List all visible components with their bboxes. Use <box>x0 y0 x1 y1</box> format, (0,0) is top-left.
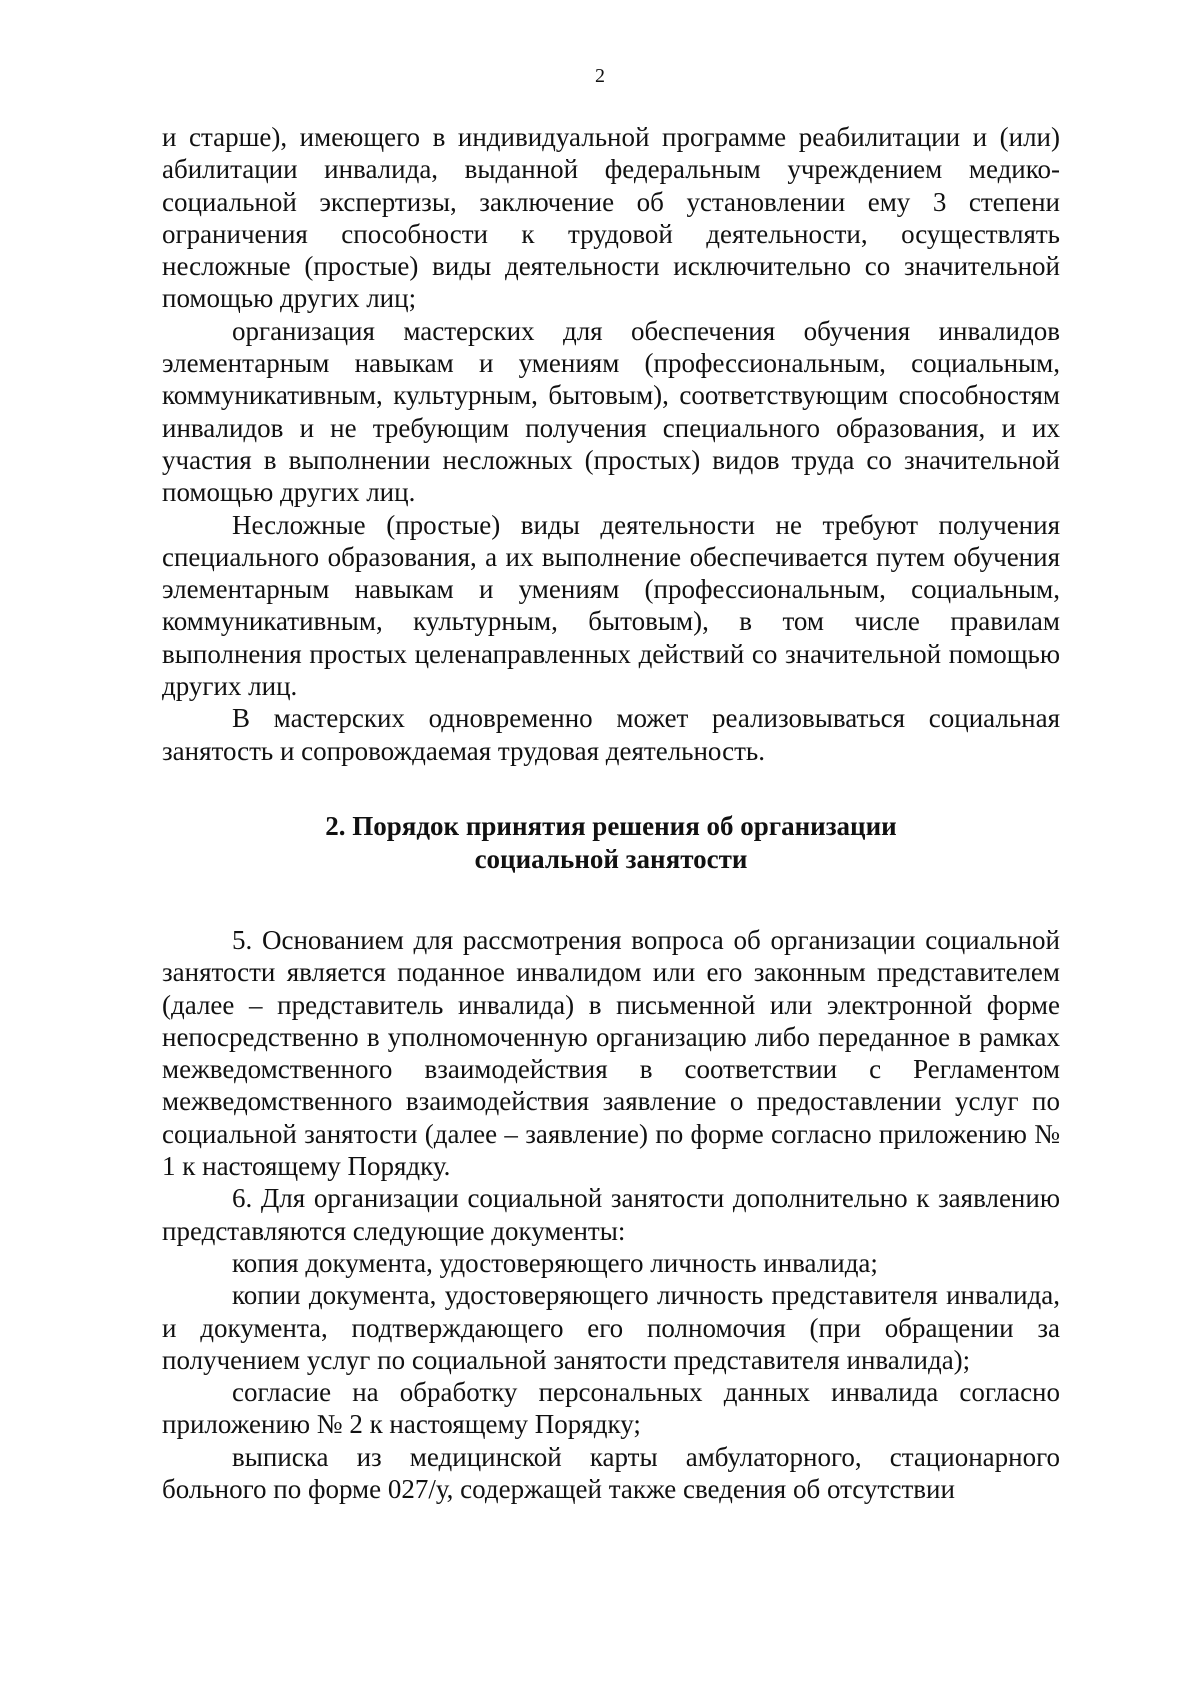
section-title <box>162 810 1060 876</box>
document-body <box>162 121 1060 1505</box>
section-title-line-1: 2. Порядок принятия решения об организации <box>325 810 897 841</box>
list-item-representative-copies: копии документа, удостоверяющего личность представителя инвалида, и документа, подтверждающего его полномочия (при обращении за получением услуг по социальной занятости представителя инвалида); <box>162 1280 1060 1375</box>
page-number: 2 <box>595 65 605 87</box>
paragraph-continuation: и старше), имеющего в индивидуальной программе реабилитации и (или) абилитации инвалида, выданной федеральным учреждением медико-социальной экспертизы, заключение об установлении ему 3 степени ограничения способности к трудовой деятельности, осуществлять несложные (простые) виды деятельности исключительно со значительной помощью других лиц; <box>162 122 1060 314</box>
paragraph-simple-activities: Несложные (простые) виды деятельности не требуют получения специального образования, а их выполнение обеспечивается путем обучения элементарным навыкам и умениям (профессиональным, социальным, коммуникативным, культурным, бытовым), в том числе правилам выполнения простых целенаправленных действий со значительной помощью других лиц. <box>162 509 1060 702</box>
paragraph-workshop-employment: В мастерских одновременно может реализовываться социальная занятость и сопровождаемая трудовая деятельность. <box>162 703 1060 766</box>
paragraph-item-6: 6. Для организации социальной занятости дополнительно к заявлению представляются следующие документы: <box>162 1183 1060 1246</box>
paragraph-item-5: 5. Основанием для рассмотрения вопроса об организации социальной занятости является поданное инвалидом или его законным представителем (далее – представитель инвалида) в письменной или электронной форме непосредственно в уполномоченную организацию либо переданное в рамках межведомственного взаимодействия в соответствии с Регламентом межведомственного взаимодействия заявление о предоставлении услуг по социальной занятости (далее – заявление) по форме согласно приложению № 1 к настоящему Порядку. <box>162 924 1060 1182</box>
paragraph-workshops: организация мастерских для обеспечения обучения инвалидов элементарным навыкам и умениям (профессиональным, социальным, коммуникативным, культурным, бытовым), соответствующим способностям инвалидов и не требующим получения специального образования, и их участия в выполнении несложных (простых) видов труда со значительной помощью других лиц. <box>162 315 1060 508</box>
list-item-identity-copy: копия документа, удостоверяющего личность инвалида; <box>232 1247 878 1278</box>
section-title-line-2: социальной занятости <box>474 843 748 874</box>
list-item-medical-extract: выписка из медицинской карты амбулаторного, стационарного больного по форме 027/у, содержащей также сведения об отсутствии <box>162 1441 1060 1504</box>
list-item-consent: согласие на обработку персональных данных инвалида согласно приложению № 2 к настоящему Порядку; <box>162 1377 1060 1440</box>
